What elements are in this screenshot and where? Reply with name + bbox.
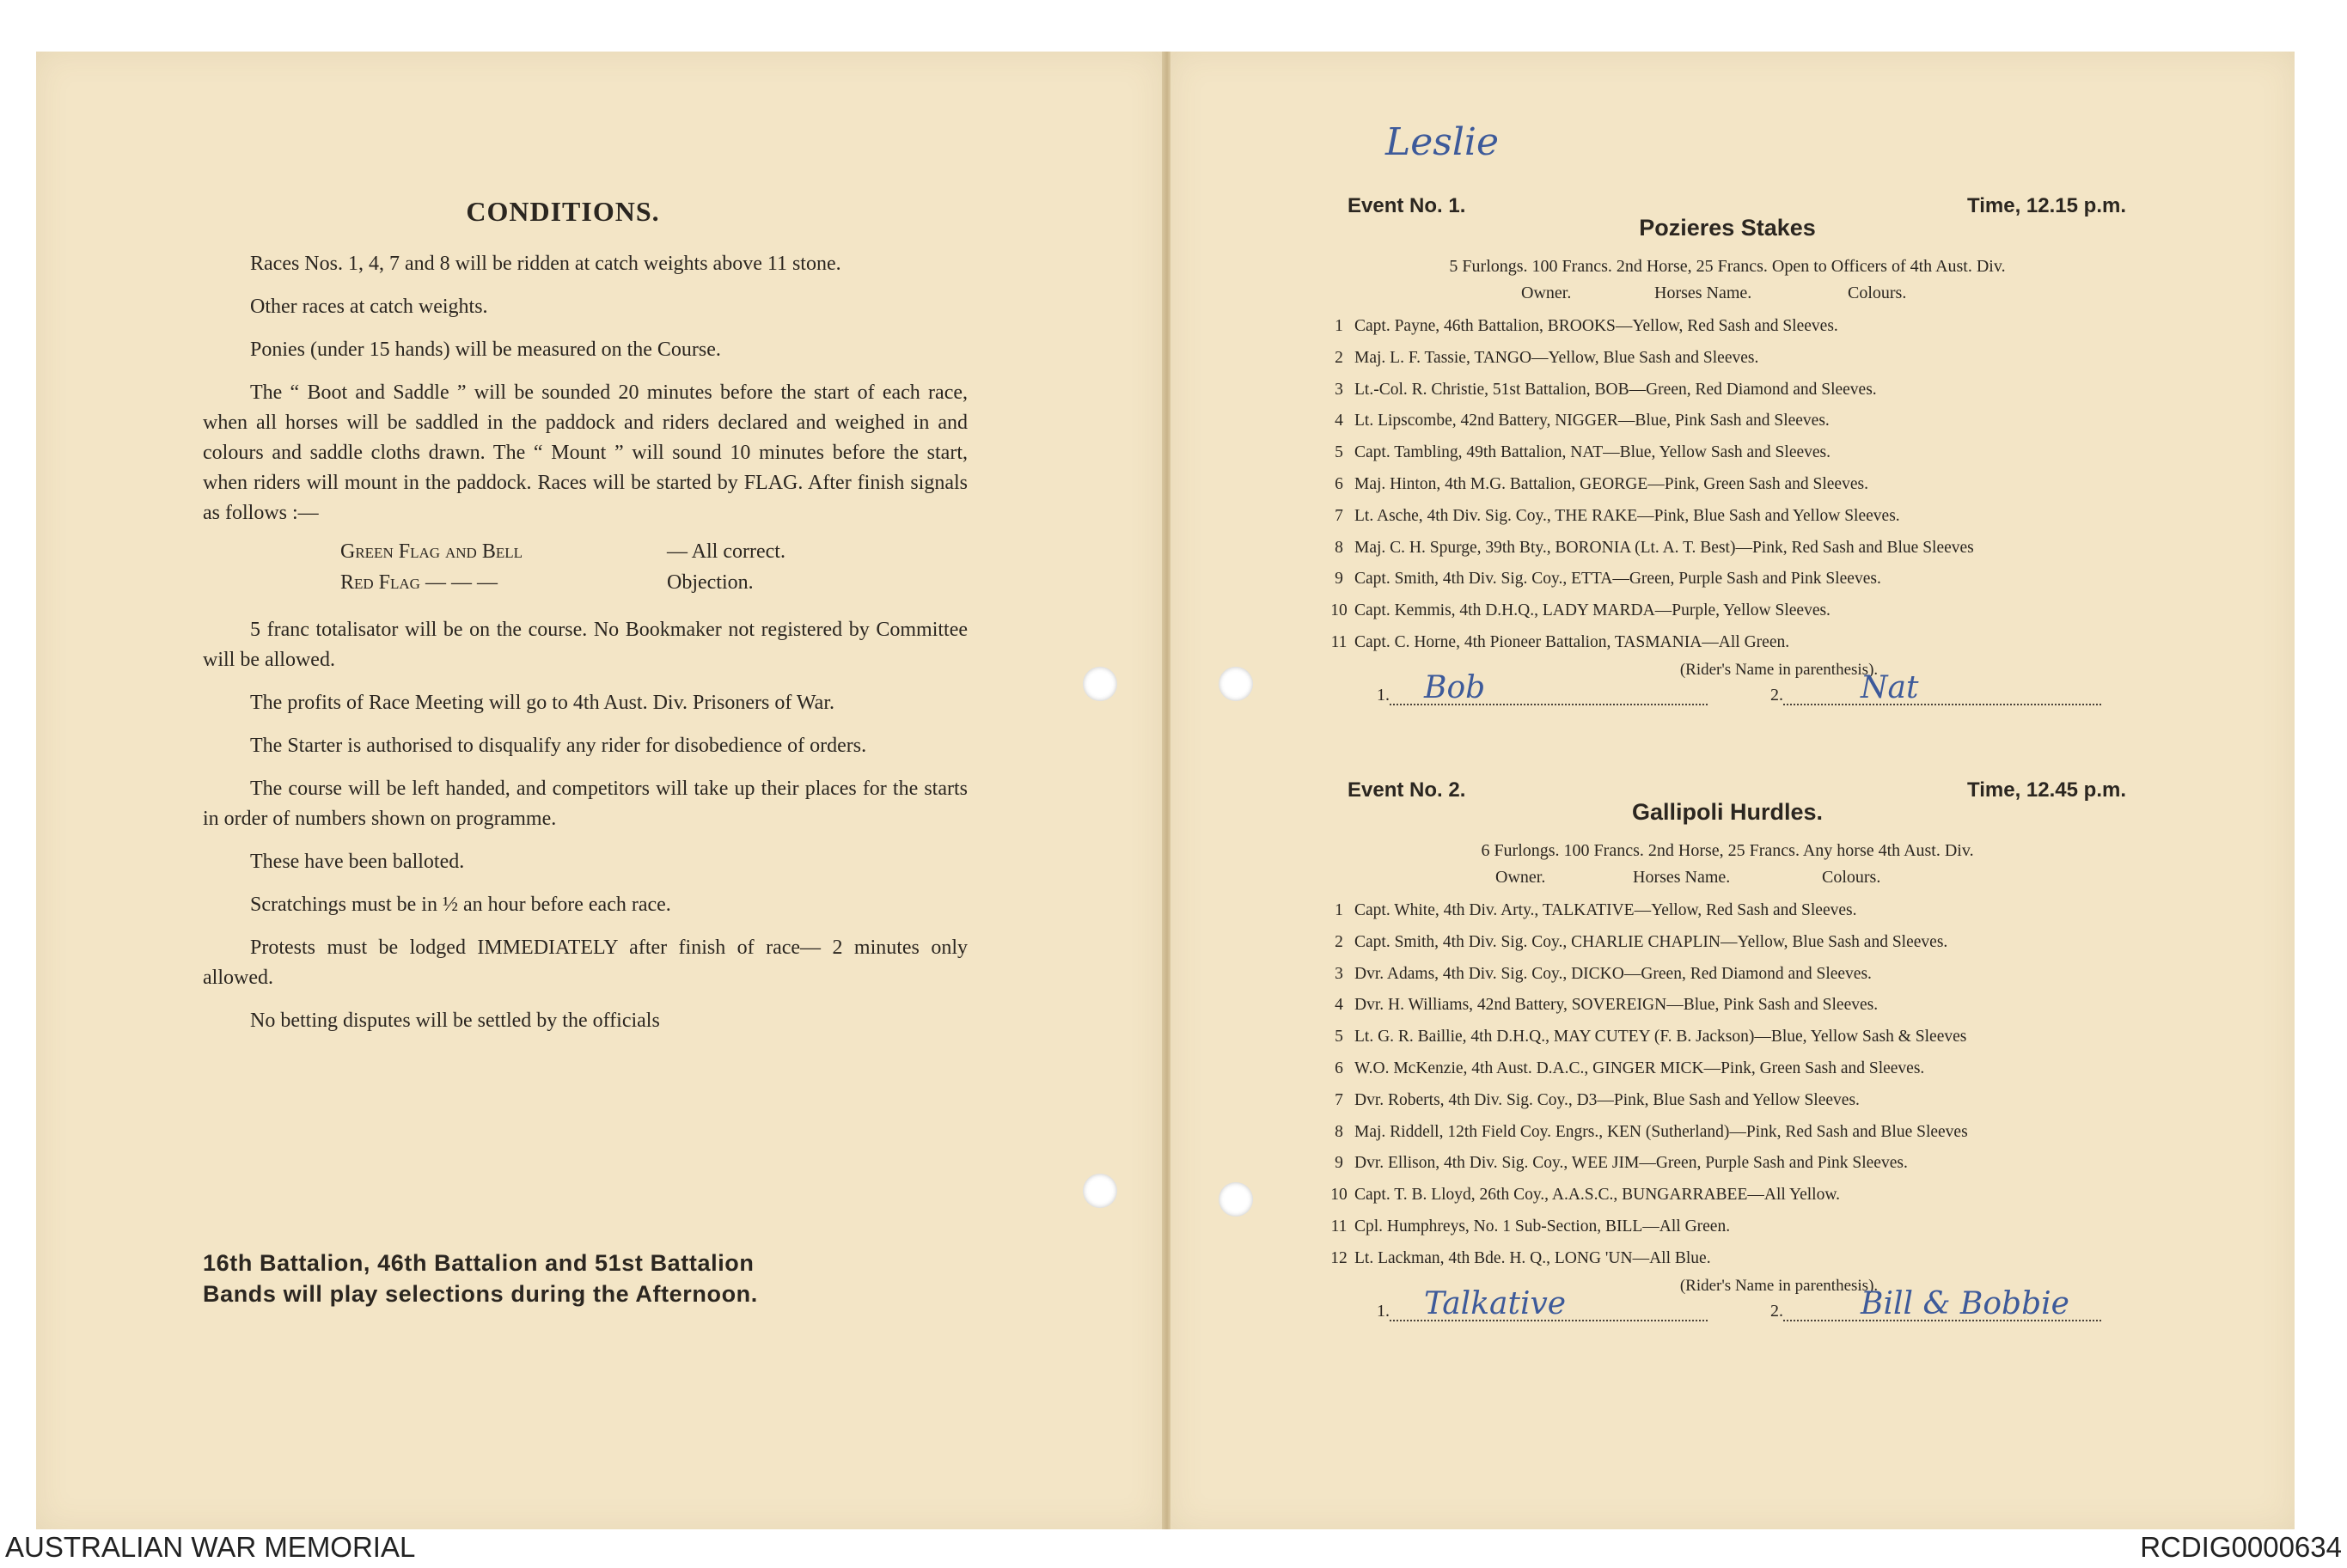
column-horse: Horses Name. <box>1654 284 1752 302</box>
placing-second <box>1770 669 2101 705</box>
entry-text: Capt. Smith, 4th Div. Sig. Coy., ETTA—Green, Purple Sash and Pink Sleeves. <box>1354 570 1881 589</box>
entry-number: 9 <box>1335 570 1343 589</box>
list-item <box>1323 627 2131 659</box>
entry-text: Lt. G. R. Baillie, 4th D.H.Q., MAY CUTEY (F. B. Jackson)—Blue, Yellow Sash & Sleeves <box>1354 1028 1967 1046</box>
entry-text: Dvr. H. Williams, 42nd Battery, SOVEREIGN—Blue, Pink Sash and Sleeves. <box>1354 996 1879 1015</box>
list-item <box>1323 895 2131 927</box>
placing-label: 2. <box>1770 685 1783 705</box>
condition-paragraph: Ponies (under 15 hands) will be measured on the Course. <box>250 339 721 361</box>
placing-line <box>1783 1285 2101 1321</box>
condition-paragraph: 5 franc totalisator will be on the course. No Bookmaker not registered by Committee will be allowed. <box>203 619 968 671</box>
list-item <box>1323 927 2131 959</box>
entry-text: Lt.-Col. R. Christie, 51st Battalion, BOB—Green, Red Diamond and Sleeves. <box>1354 380 1877 399</box>
bands-notice <box>203 1248 968 1309</box>
entry-number: 11 <box>1330 1217 1348 1235</box>
flag-meaning: — All correct. <box>667 540 785 563</box>
bands-line: 16th Battalion, 46th Battalion and 51st Battalion <box>203 1250 755 1276</box>
condition-paragraph: The Starter is authorised to disqualify any rider for disobedience of orders. <box>250 735 867 757</box>
flag-signal-row <box>340 567 968 598</box>
list-item <box>1323 564 2131 595</box>
entry-number: 2 <box>1335 348 1343 367</box>
flag-signal: Red Flag — — — <box>340 571 498 594</box>
conditions-title: CONDITIONS. <box>466 196 660 227</box>
placing-line <box>1390 1285 1708 1321</box>
event-name: Pozieres Stakes <box>1639 215 1816 241</box>
event-columns <box>1323 284 2131 309</box>
list-item <box>1323 343 2131 375</box>
entry-number: 8 <box>1335 538 1343 557</box>
entry-text: Lt. Asche, 4th Div. Sig. Coy., THE RAKE—Pink, Blue Sash and Yellow Sleeves. <box>1354 506 1900 525</box>
entry-text: Maj. C. H. Spurge, 39th Bty., BORONIA (Lt. A. T. Best)—Pink, Red Sash and Blue Sleeves <box>1354 538 1974 557</box>
conditions-body <box>203 249 968 1049</box>
placing-first <box>1377 1285 1708 1321</box>
entry-number: 12 <box>1330 1248 1348 1267</box>
condition-paragraph: Other races at catch weights. <box>250 296 488 318</box>
event-header <box>1323 778 2131 809</box>
entry-text: W.O. McKenzie, 4th Aust. D.A.C., GINGER MICK—Pink, Green Sash and Sleeves. <box>1354 1059 1925 1077</box>
condition-paragraph: The “ Boot and Saddle ” will be sounded 20 minutes before the start of each race, when all horses will be saddled in the paddock and riders declared and weighed in and colours and saddle cloths drawn. The “ Mount ” will sound 10 minutes before the start, when riders will mount in the paddock. Races will be started by FLAG. After finish signals as follows :— <box>203 381 968 524</box>
entry-text: Capt. T. B. Lloyd, 26th Coy., A.A.S.C., BUNGARRABEE—All Yellow. <box>1354 1186 1841 1205</box>
handwritten-second: Nat <box>1861 669 1919 705</box>
condition-paragraph: Scratchings must be in ½ an hour before each race. <box>250 894 671 916</box>
column-horse: Horses Name. <box>1633 868 1731 887</box>
entry-text: Cpl. Humphreys, No. 1 Sub-Section, BILL—All Green. <box>1354 1217 1731 1235</box>
event-conditions: 6 Furlongs. 100 Francs. 2nd Horse, 25 Francs. Any horse 4th Aust. Div. <box>1481 841 1974 860</box>
condition-paragraph: Races Nos. 1, 4, 7 and 8 will be ridden at catch weights above 11 stone. <box>250 253 841 275</box>
event-conditions: 5 Furlongs. 100 Francs. 2nd Horse, 25 Francs. Open to Officers of 4th Aust. Div. <box>1449 257 2006 276</box>
list-item <box>1323 1243 2131 1275</box>
entry-number: 10 <box>1330 1186 1348 1205</box>
entry-number: 1 <box>1335 317 1343 335</box>
list-item <box>1323 375 2131 406</box>
punch-hole <box>1219 1182 1253 1217</box>
list-item <box>1323 990 2131 1022</box>
list-item <box>1323 959 2131 991</box>
event-2 <box>1323 778 2131 1330</box>
list-item <box>1323 1211 2131 1243</box>
entry-number: 3 <box>1335 964 1343 983</box>
list-item <box>1323 1022 2131 1053</box>
event-columns <box>1323 868 2131 894</box>
column-colours: Colours. <box>1822 868 1881 887</box>
entry-list <box>1323 311 2131 659</box>
placing-label: 1. <box>1377 685 1390 705</box>
event-name: Gallipoli Hurdles. <box>1631 799 1824 825</box>
condition-paragraph: These have been balloted. <box>250 851 465 873</box>
entry-text: Lt. Lackman, 4th Bde. H. Q., LONG 'UN—All Blue. <box>1354 1248 1711 1267</box>
condition-paragraph: The profits of Race Meeting will go to 4th Aust. Div. Prisoners of War. <box>250 692 834 714</box>
list-item <box>1323 1053 2131 1085</box>
entry-text: Capt. Smith, 4th Div. Sig. Coy., CHARLIE CHAPLIN—Yellow, Blue Sash and Sleeves. <box>1354 932 1948 951</box>
event-number: Event No. 1. <box>1348 194 1466 217</box>
entry-number: 1 <box>1335 901 1343 919</box>
handwritten-winner: Bob <box>1424 669 1486 705</box>
entry-text: Lt. Lipscombe, 42nd Battery, NIGGER—Blue, Pink Sash and Sleeves. <box>1354 412 1830 430</box>
flag-meaning: Objection. <box>667 571 754 594</box>
event-1 <box>1323 194 2131 714</box>
condition-paragraph: Protests must be lodged IMMEDIATELY after finish of race— 2 minutes only allowed. <box>203 937 968 989</box>
entry-number: 9 <box>1335 1154 1343 1173</box>
entry-number: 6 <box>1335 1059 1343 1077</box>
entry-number: 7 <box>1335 506 1343 525</box>
archive-caption: AUSTRALIAN WAR MEMORIAL <box>5 1531 416 1563</box>
entry-number: 4 <box>1335 412 1343 430</box>
punch-hole <box>1219 667 1253 701</box>
entry-number: 2 <box>1335 932 1343 951</box>
entry-text: Capt. Payne, 46th Battalion, BROOKS—Yellow, Red Sash and Sleeves. <box>1354 317 1838 335</box>
event-header <box>1323 194 2131 225</box>
event-time: Time, 12.45 p.m. <box>1967 778 2126 802</box>
entry-number: 8 <box>1335 1122 1343 1141</box>
entry-number: 10 <box>1330 601 1348 620</box>
entry-text: Dvr. Ellison, 4th Div. Sig. Coy., WEE JIM—Green, Purple Sash and Pink Sleeves. <box>1354 1154 1908 1173</box>
handwritten-winner: Talkative <box>1424 1285 1567 1321</box>
punch-hole <box>1083 1174 1117 1208</box>
list-item <box>1323 1117 2131 1149</box>
entry-text: Capt. C. Horne, 4th Pioneer Battalion, TASMANIA—All Green. <box>1354 632 1790 651</box>
entry-text: Maj. Hinton, 4th M.G. Battalion, GEORGE—Pink, Green Sash and Sleeves. <box>1354 474 1868 493</box>
column-owner: Owner. <box>1521 284 1572 302</box>
placing-label: 2. <box>1770 1301 1783 1321</box>
riders-note: (Rider's Name in parenthesis). <box>1679 660 1879 679</box>
entry-number: 7 <box>1335 1090 1343 1109</box>
entry-text: Maj. Riddell, 12th Field Coy. Engrs., KEN (Sutherland)—Pink, Red Sash and Blue Sleeves <box>1354 1122 1968 1141</box>
handwritten-second: Bill & Bobbie <box>1861 1285 2069 1321</box>
entry-text: Dvr. Roberts, 4th Div. Sig. Coy., D3—Pink, Blue Sash and Yellow Sleeves. <box>1354 1090 1860 1109</box>
entry-text: Maj. L. F. Tassie, TANGO—Yellow, Blue Sash and Sleeves. <box>1354 348 1759 367</box>
column-owner: Owner. <box>1495 868 1546 887</box>
event-number: Event No. 2. <box>1348 778 1466 802</box>
list-item <box>1323 437 2131 469</box>
event-time: Time, 12.15 p.m. <box>1967 194 2126 217</box>
list-item <box>1323 533 2131 564</box>
entry-text: Capt. Kemmis, 4th D.H.Q., LADY MARDA—Purple, Yellow Sleeves. <box>1354 601 1831 620</box>
flag-signal-row <box>340 536 968 567</box>
placing-label: 1. <box>1377 1301 1390 1321</box>
handwritten-name: Leslie <box>1385 120 1500 164</box>
list-item <box>1323 1085 2131 1117</box>
condition-paragraph: No betting disputes will be settled by the officials <box>250 1010 660 1032</box>
list-item <box>1323 311 2131 343</box>
flag-signals <box>340 536 968 598</box>
riders-note: (Rider's Name in parenthesis). <box>1679 1276 1879 1295</box>
list-item <box>1323 1180 2131 1211</box>
entry-text: Capt. Tambling, 49th Battalion, NAT—Blue, Yellow Sash and Sleeves. <box>1354 443 1831 462</box>
entry-list <box>1323 895 2131 1275</box>
list-item <box>1323 406 2131 437</box>
list-item <box>1323 501 2131 533</box>
entry-number: 6 <box>1335 474 1343 493</box>
flag-signal: Green Flag and Bell <box>340 540 523 563</box>
list-item <box>1323 469 2131 501</box>
entry-text: Capt. White, 4th Div. Arty., TALKATIVE—Yellow, Red Sash and Sleeves. <box>1354 901 1857 919</box>
placing-second <box>1770 1285 2101 1321</box>
list-item <box>1323 595 2131 627</box>
placing-first <box>1377 669 1708 705</box>
archive-id: RCDIG0000634 <box>2140 1531 2342 1563</box>
condition-paragraph: The course will be left handed, and competitors will take up their places for the starts in order of numbers shown on programme. <box>203 778 968 830</box>
punch-hole <box>1083 667 1117 701</box>
entry-number: 11 <box>1330 632 1348 651</box>
entry-number: 5 <box>1335 443 1343 462</box>
entry-number: 3 <box>1335 380 1343 399</box>
entry-number: 5 <box>1335 1028 1343 1046</box>
list-item <box>1323 1148 2131 1180</box>
placing-line <box>1390 669 1708 705</box>
bands-line: Bands will play selections during the Afternoon. <box>203 1281 758 1307</box>
entry-number: 4 <box>1335 996 1343 1015</box>
column-colours: Colours. <box>1848 284 1907 302</box>
entry-text: Dvr. Adams, 4th Div. Sig. Coy., DICKO—Green, Red Diamond and Sleeves. <box>1354 964 1872 983</box>
placing-line <box>1783 669 2101 705</box>
